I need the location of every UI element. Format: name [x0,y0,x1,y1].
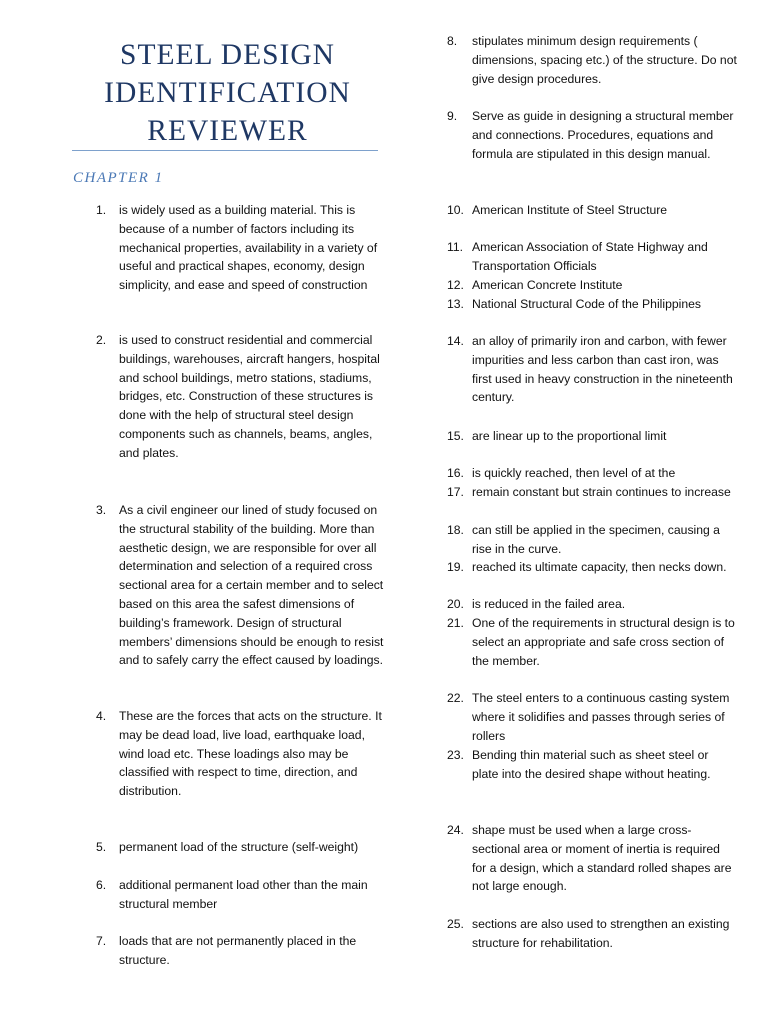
chapter-heading: CHAPTER 1 [73,170,164,186]
list-item [447,238,737,276]
document-title [70,36,385,150]
item-text: Bending thin material such as sheet steel or plate into the desired shape without heating. [472,748,711,781]
list-item [96,501,386,670]
list-item [447,483,737,502]
item-text: is reduced in the failed area. [472,597,626,611]
title-line-3: REVIEWER [147,115,308,147]
item-number: 1. [96,203,107,217]
item-text: shape must be used when a large cross-sectional area or moment of inertia is required for a design, which a standard rolled shapes are not large enough. [472,823,732,894]
list-item [96,201,386,295]
item-number: 24. [447,823,464,837]
list-item [447,32,737,88]
item-text: is quickly reached, then level of at the [472,466,676,480]
item-text: remain constant but strain continues to increase [472,485,731,499]
item-text: sections are also used to strengthen an existing structure for rehabilitation. [472,917,730,950]
item-text: American Association of State Highway and Transportation Officials [472,240,708,273]
list-item [447,746,737,784]
item-number: 6. [96,878,107,892]
list-item [447,295,737,314]
item-text: is widely used as a building material. This is because of a number of factors including its mechanical properties, availability in a variety of useful and practical shapes, economy, design simplicity, and ease and speed of construction [119,203,378,293]
item-number: 12. [447,278,464,292]
list-item [96,331,386,463]
list-item [447,915,737,953]
item-text: additional permanent load other than the main structural member [119,878,368,911]
list-item [447,595,737,614]
item-number: 16. [447,466,464,480]
item-text: Serve as guide in designing a structural member and connections. Procedures, equations and formula are stipulated in this design manual. [472,109,734,161]
item-number: 11. [447,240,464,254]
title-line-1: STEEL DESIGN [120,39,335,71]
item-text: One of the requirements in structural design is to select an appropriate and safe cross section of the member. [472,616,735,668]
item-number: 3. [96,503,107,517]
item-number: 13. [447,297,464,311]
list-item [447,276,737,295]
list-item [96,838,386,857]
item-text: These are the forces that acts on the structure. It may be dead load, live load, earthquake load, wind load etc. These loadings also may be classified with respect to time, direction, and distribution. [119,709,382,799]
list-item [447,332,737,407]
item-number: 9. [447,109,458,123]
item-number: 14. [447,334,464,348]
list-item [447,821,737,896]
list-item [447,427,737,446]
item-text: stipulates minimum design requirements ( dimensions, spacing etc.) of the structure. Do not give design procedures. [472,34,737,86]
list-item [447,558,737,577]
list-item [447,689,737,745]
list-item [447,464,737,483]
item-number: 18. [447,523,464,537]
title-line-2: IDENTIFICATION [104,77,351,109]
item-number: 7. [96,934,107,948]
item-number: 15. [447,429,464,443]
item-text: are linear up to the proportional limit [472,429,667,443]
list-item [96,876,386,914]
item-number: 10. [447,203,464,217]
list-item [447,614,737,670]
item-text: loads that are not permanently placed in the structure. [119,934,357,967]
item-number: 21. [447,616,464,630]
item-text: can still be applied in the specimen, causing a rise in the curve. [472,523,720,556]
item-text: is used to construct residential and commercial buildings, warehouses, aircraft hangers, hospital and school buildings, metro stations, stadiums, bridges, etc. Construction of these structures is done with the help of structural steel design components such as channels, beams, angles, and plates. [119,333,380,460]
item-number: 20. [447,597,464,611]
item-number: 19. [447,560,464,574]
title-divider [72,150,378,151]
list-item [447,521,737,559]
item-number: 4. [96,709,107,723]
list-item [96,707,386,801]
item-text: The steel enters to a continuous casting system where it solidifies and passes through series of rollers [472,691,730,743]
item-number: 8. [447,34,458,48]
item-number: 5. [96,840,107,854]
item-text: American Institute of Steel Structure [472,203,668,217]
item-text: American Concrete Institute [472,278,623,292]
item-text: As a civil engineer our lined of study focused on the structural stability of the building. More than aesthetic design, we are responsible for over all determination and selection of a required cross sectional area for a certain member and to select based on this area the safest dimensions of building’s framework. Design of structural members’ dimensions should be enough to resist and to safely carry the effect caused by loadings. [119,503,384,668]
item-number: 2. [96,333,107,347]
item-text: National Structural Code of the Philippines [472,297,701,311]
item-number: 23. [447,748,464,762]
list-item [96,932,386,970]
item-number: 25. [447,917,464,931]
item-text: permanent load of the structure (self-weight) [119,840,359,854]
item-text: an alloy of primarily iron and carbon, with fewer impurities and less carbon than cast iron, was first used in heavy construction in the nineteenth century. [472,334,733,405]
list-item [447,107,737,163]
item-text: reached its ultimate capacity, then necks down. [472,560,727,574]
item-number: 17. [447,485,464,499]
item-number: 22. [447,691,464,705]
list-item [447,201,737,220]
